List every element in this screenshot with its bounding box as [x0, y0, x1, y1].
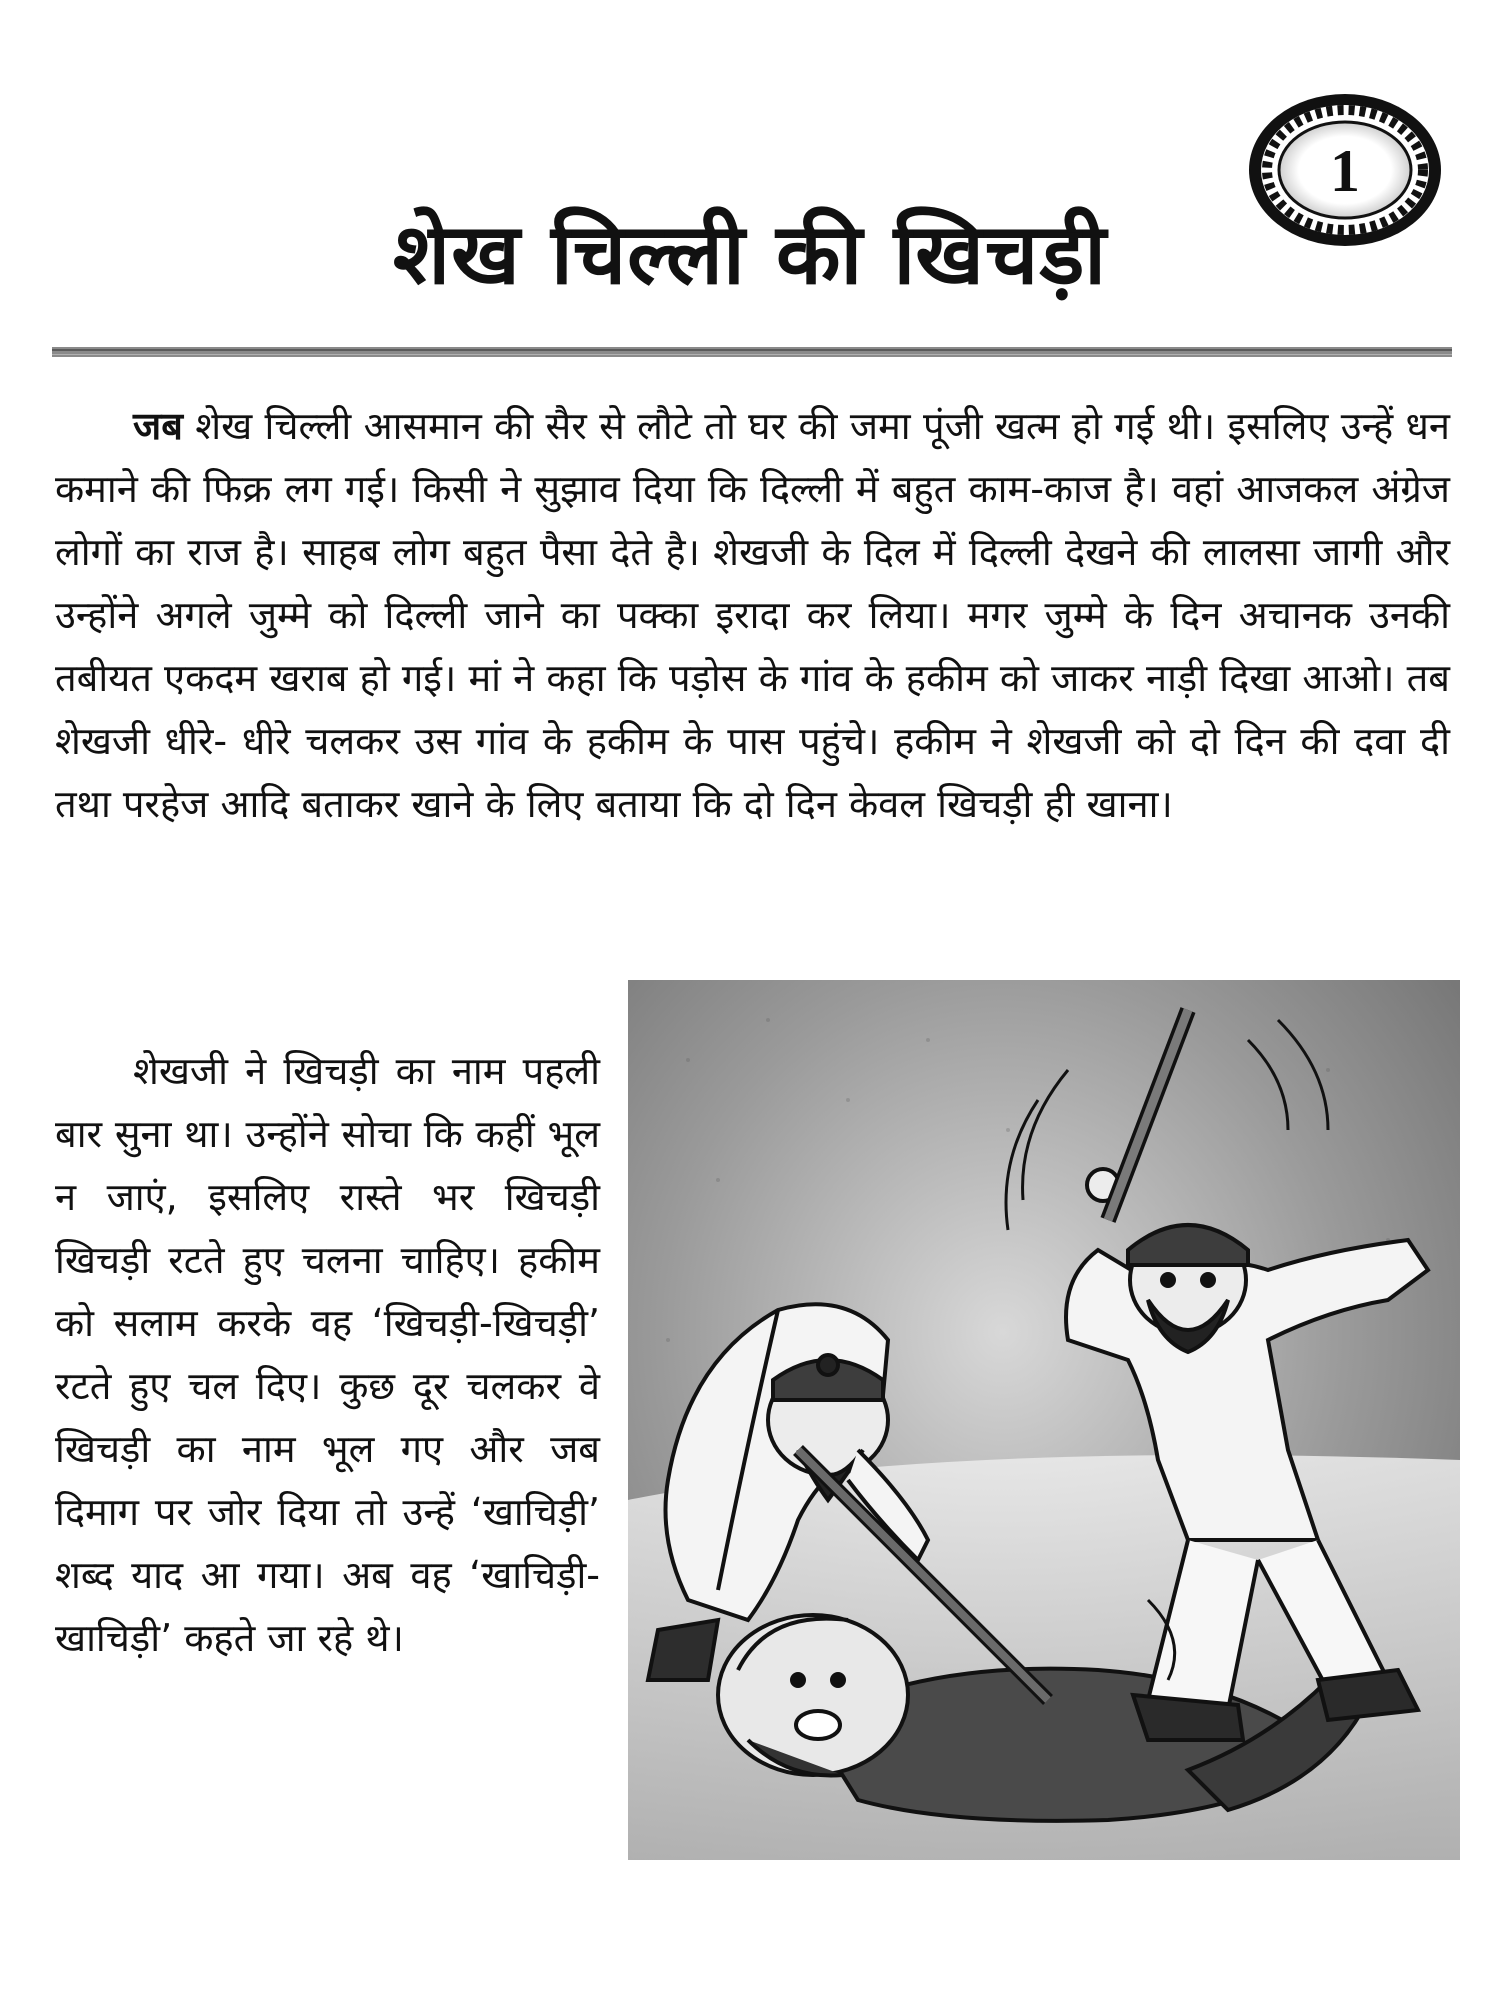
paragraph-1-text: शेख चिल्ली आसमान की सैर से लौटे तो घर की जमा पूंजी खत्म हो गई थी। इसलिए उन्हें धन कमाने की फिक्र लग गई। किसी ने सुझाव दिया कि दिल्ली में बहुत काम-काज है। वहां आजकल अंग्रेज लोगों का राज है। साहब लोग बहुत पैसा देते है। शेखजी के दिल में दिल्ली देखने की लालसा जागी और उन्होंने अगले जुम्मे को दिल्ली जाने का पक्का इरादा कर लिया। मगर जुम्मे के दिन अचानक उनकी तबीयत एकदम खराब हो गई। मां ने कहा कि पड़ोस के गांव के हकीम को जाकर नाड़ी दिखा आओ। तब शेखजी धीरे- धीरे चलकर उस गांव के हकीम के पास पहुंचे। हकीम ने शेखजी को दो दिन की दवा दी तथा परहेज आदि बताकर खाने के लिए बताया कि दो दिन केवल खिचड़ी ही खाना।	[55, 404, 1450, 826]
title-rule-divider	[52, 345, 1452, 359]
paragraph-lead-word: जब	[133, 404, 183, 448]
chapter-number: 1	[1330, 138, 1360, 204]
illustration-man-beaten-with-stick-icon	[628, 980, 1460, 1860]
story-paragraph-2: शेखजी ने खिचड़ी का नाम पहली बार सुना था। उन्होंने सोचा कि कहीं भूल न जाएं, इसलिए रास्ते भर खिचड़ी खिचड़ी रटते हुए चलना चाहिए। हकीम को सलाम करके वह ‘खिचड़ी-खिचड़ी’ रटते हुए चल दिए। कुछ दूर चलकर वे खिचड़ी का नाम भूल गए और जब दिमाग पर जोर दिया तो उन्हें ‘खाचिड़ी’ शब्द याद आ गया। अब वह ‘खाचिड़ी- खाचिड़ी’ कहते जा रहे थे।	[55, 1049, 600, 1660]
story-paragraph-1	[55, 395, 1450, 836]
page-title: शेख चिल्ली की खिचड़ी	[392, 205, 1108, 303]
